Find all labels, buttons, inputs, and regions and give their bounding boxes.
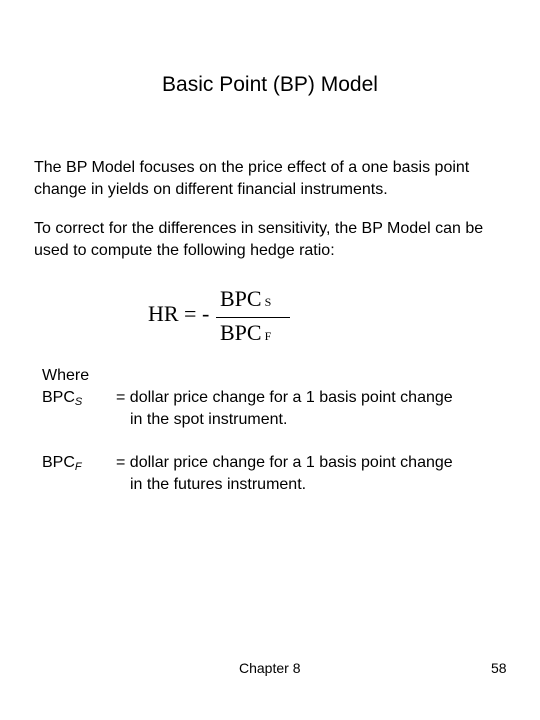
definition-term-bpcs bbox=[42, 387, 82, 413]
denominator-term: BPC bbox=[220, 320, 262, 345]
definition-line: in the futures instrument. bbox=[130, 476, 307, 493]
formula-denominator bbox=[220, 320, 271, 349]
formula-numerator bbox=[220, 286, 271, 315]
footer-chapter: Chapter 8 bbox=[239, 660, 301, 676]
formula-lhs: HR = - bbox=[148, 301, 210, 326]
definition-line: = dollar price change for a 1 basis point change bbox=[116, 389, 453, 406]
slide-title: Basic Point (BP) Model bbox=[162, 73, 378, 96]
definition-bpcf bbox=[116, 452, 516, 496]
term-subscript: F bbox=[74, 461, 82, 473]
term-text: BPC bbox=[42, 454, 75, 471]
numerator-term: BPC bbox=[220, 286, 262, 311]
fraction-bar bbox=[216, 317, 290, 318]
hedge-ratio-formula bbox=[146, 285, 296, 355]
numerator-subscript: S bbox=[264, 295, 272, 309]
term-text: BPC bbox=[42, 389, 75, 406]
denominator-subscript: F bbox=[264, 329, 272, 343]
definition-line: in the spot instrument. bbox=[130, 411, 288, 428]
paragraph-hedge-ratio-intro: To correct for the differences in sensitivity, the BP Model can be used to compute the following hedge ratio: bbox=[34, 220, 484, 259]
where-label: Where bbox=[42, 367, 90, 384]
definition-term-bpcf bbox=[42, 452, 82, 478]
paragraph-bp-model-description: The BP Model focuses on the price effect of a one basis point change in yields on different financial instruments. bbox=[34, 159, 470, 198]
page-number: 58 bbox=[491, 660, 507, 676]
definition-bpcs bbox=[116, 387, 516, 431]
definition-line: = dollar price change for a 1 basis point change bbox=[116, 454, 453, 471]
term-subscript: S bbox=[74, 396, 83, 408]
